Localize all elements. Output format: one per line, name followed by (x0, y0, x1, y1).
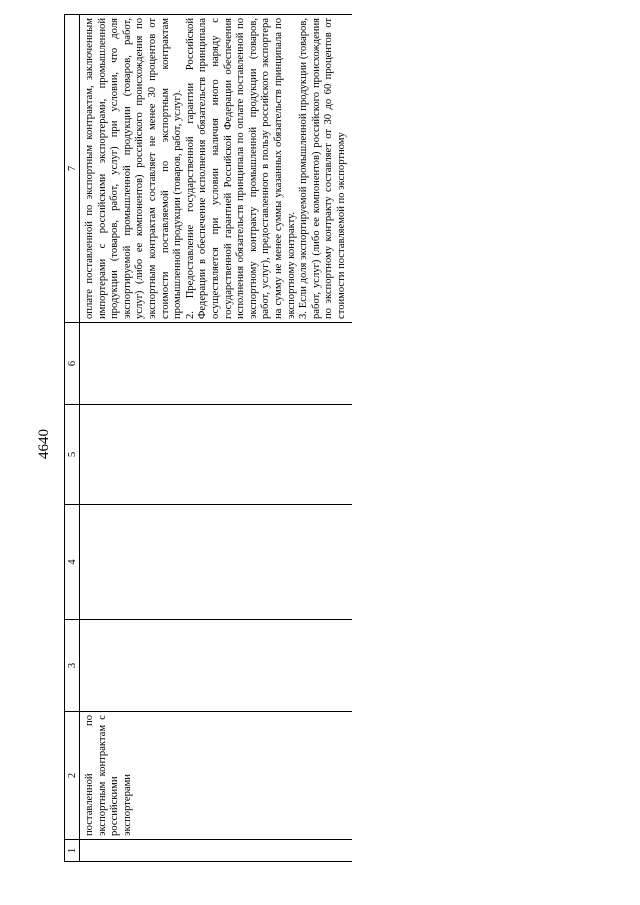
cell-col-1 (80, 840, 353, 862)
column-header-6: 6 (65, 323, 80, 405)
cell-col-2: поставленной по экспортным контрактам с российскими экспортерами (80, 712, 353, 840)
cell-col-3 (80, 620, 353, 712)
rotated-page (22, 10, 582, 878)
column-header-3: 3 (65, 620, 80, 712)
cell-col-7 (80, 15, 353, 323)
column-header-1: 1 (65, 840, 80, 862)
paragraph-continuation: оплате поставленной по экспортным контрактам, заключенным импортерами с российскими экспортерами, промышленной продукции (товаров, работ, услуг) при условии, что доля экспортируемой промышленной продукции (товаров, работ, услуг) (либо ее компонентов) российского происхождения по экспортным контрактам составляет не менее 30 процентов от стоимости поставляемой по экспортным контрактам промышленной продукции (товаров, работ, услуг). (84, 18, 184, 319)
cell-col-6 (80, 323, 353, 405)
table-row (80, 15, 353, 862)
column-header-4: 4 (65, 505, 80, 620)
column-header-2: 2 (65, 712, 80, 840)
table-header-row (65, 15, 80, 862)
paragraph-3: 3. Если доля экспортируемой промышленной продукции (товаров, работ, услуг) (либо ее компонентов) российского происхождения по экспортному контракту составляет от 30 до 60 процентов от стоимости поставляемой по экспортному (298, 18, 347, 319)
page-number: 4640 (36, 429, 52, 459)
column-header-5: 5 (65, 405, 80, 505)
column-header-7: 7 (65, 15, 80, 323)
cell-col-4 (80, 505, 353, 620)
paragraph-2: 2. Предоставление государственной гарантии Российской Федерации в обеспечение исполнения обязательств принципала осуществляется при условии наличия иного наряду с государственной гарантией Российской Федерации обеспечения исполнения обязательств принципала по оплате поставленной по экспортному контракту промышленной продукции (товаров, работ, услуг), предоставленного в пользу российского экспортера на сумму не менее суммы указанных обязательств принципала по экспортному контракту. (184, 18, 297, 319)
cell-col-5 (80, 405, 353, 505)
document-table (64, 14, 352, 862)
